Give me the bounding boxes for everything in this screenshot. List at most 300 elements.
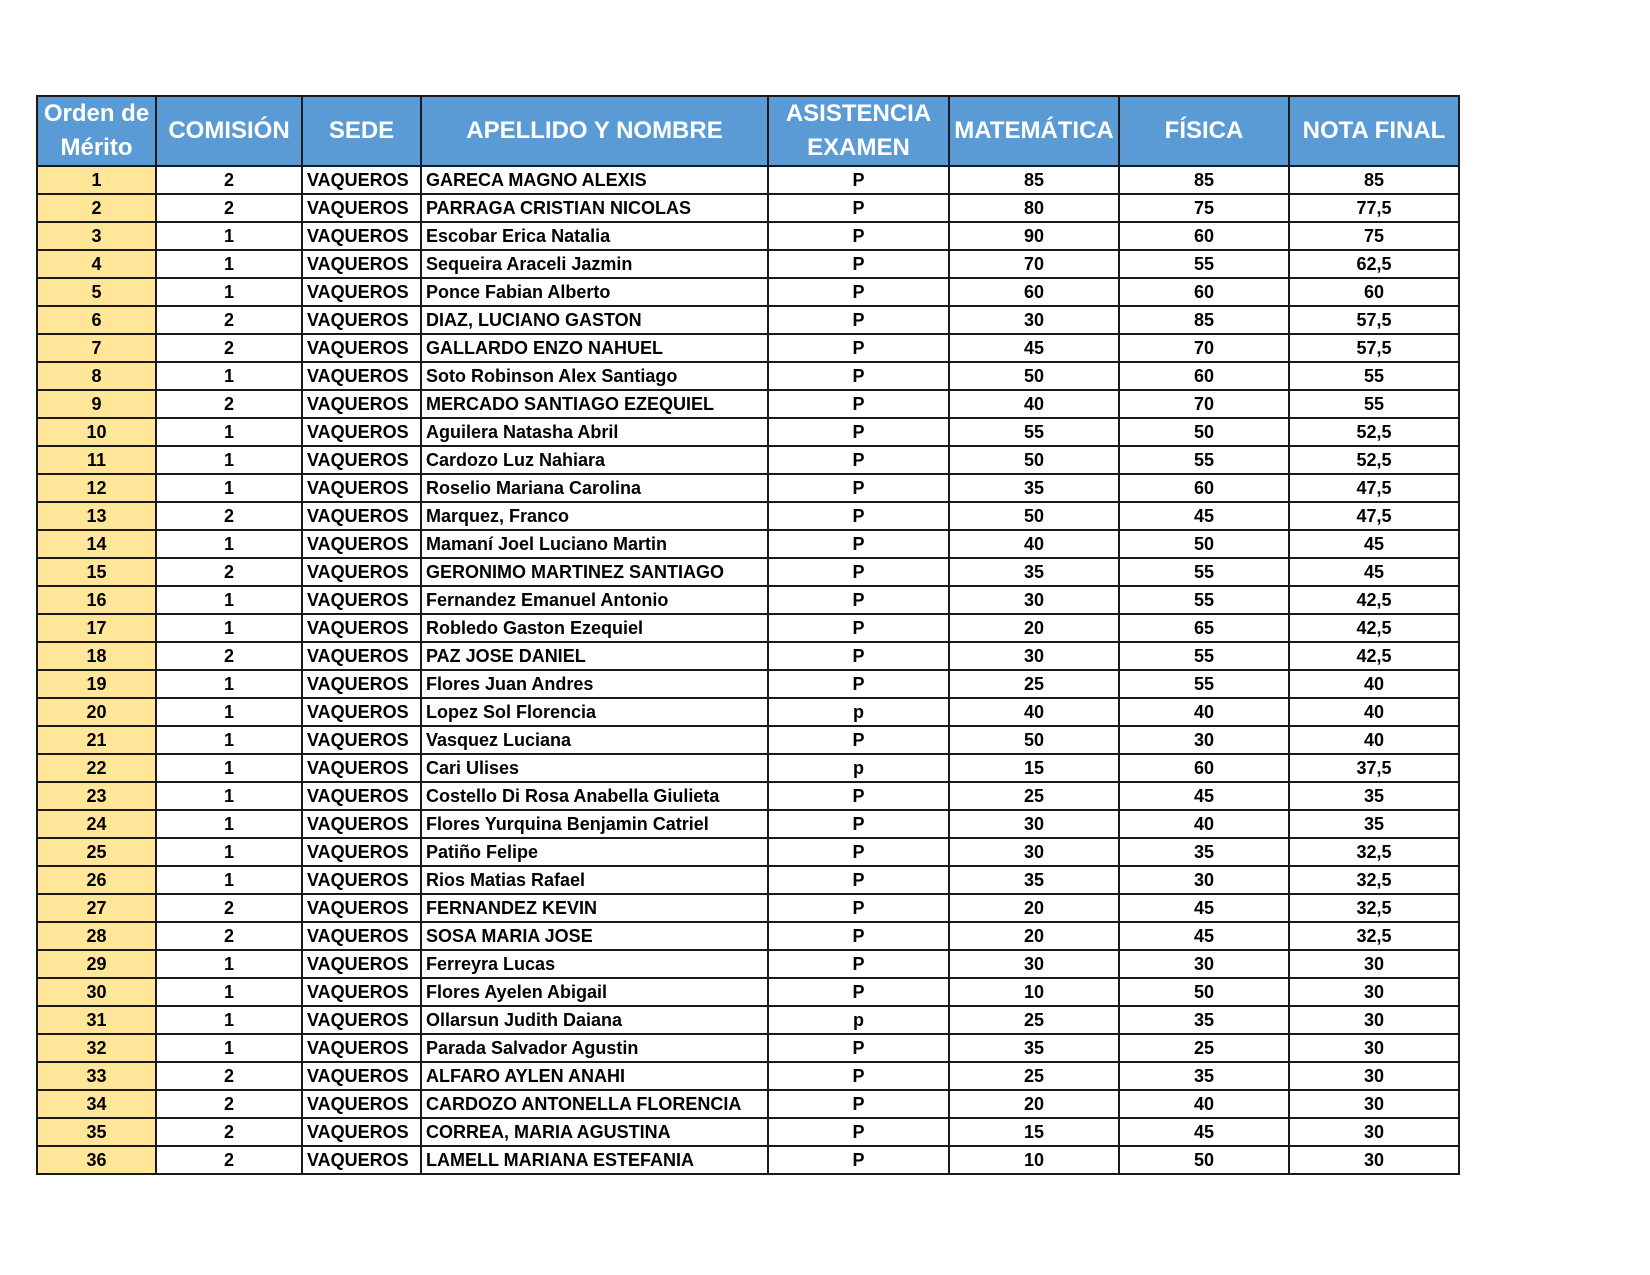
cell-sede: VAQUEROS xyxy=(302,670,421,698)
cell-matematica: 50 xyxy=(949,362,1119,390)
cell-fisica: 55 xyxy=(1119,250,1289,278)
cell-nombre: Ponce Fabian Alberto xyxy=(421,278,768,306)
cell-orden: 16 xyxy=(37,586,156,614)
cell-sede: VAQUEROS xyxy=(302,782,421,810)
table-row xyxy=(37,1146,1459,1174)
cell-sede: VAQUEROS xyxy=(302,754,421,782)
cell-orden: 3 xyxy=(37,222,156,250)
cell-nombre: GARECA MAGNO ALEXIS xyxy=(421,166,768,194)
cell-comision: 1 xyxy=(156,614,302,642)
cell-asistencia: P xyxy=(768,838,949,866)
cell-orden: 18 xyxy=(37,642,156,670)
cell-fisica: 30 xyxy=(1119,866,1289,894)
cell-asistencia: P xyxy=(768,1146,949,1174)
cell-sede: VAQUEROS xyxy=(302,1146,421,1174)
cell-fisica: 60 xyxy=(1119,754,1289,782)
cell-asistencia: P xyxy=(768,670,949,698)
table-row xyxy=(37,642,1459,670)
cell-nota-final: 42,5 xyxy=(1289,642,1459,670)
cell-nombre: Soto Robinson Alex Santiago xyxy=(421,362,768,390)
cell-sede: VAQUEROS xyxy=(302,278,421,306)
cell-asistencia: P xyxy=(768,894,949,922)
cell-fisica: 65 xyxy=(1119,614,1289,642)
cell-comision: 1 xyxy=(156,250,302,278)
cell-orden: 26 xyxy=(37,866,156,894)
cell-sede: VAQUEROS xyxy=(302,418,421,446)
cell-matematica: 40 xyxy=(949,390,1119,418)
cell-sede: VAQUEROS xyxy=(302,642,421,670)
cell-asistencia: p xyxy=(768,1006,949,1034)
cell-orden: 9 xyxy=(37,390,156,418)
cell-nombre: LAMELL MARIANA ESTEFANIA xyxy=(421,1146,768,1174)
cell-orden: 21 xyxy=(37,726,156,754)
header-orden-line2: Mérito xyxy=(60,134,133,161)
cell-matematica: 10 xyxy=(949,978,1119,1006)
cell-sede: VAQUEROS xyxy=(302,362,421,390)
cell-nombre: Patiño Felipe xyxy=(421,838,768,866)
cell-fisica: 60 xyxy=(1119,362,1289,390)
cell-orden: 30 xyxy=(37,978,156,1006)
cell-fisica: 50 xyxy=(1119,530,1289,558)
cell-fisica: 75 xyxy=(1119,194,1289,222)
cell-matematica: 20 xyxy=(949,894,1119,922)
cell-comision: 2 xyxy=(156,894,302,922)
table-row xyxy=(37,390,1459,418)
cell-nombre: PAZ JOSE DANIEL xyxy=(421,642,768,670)
cell-fisica: 35 xyxy=(1119,1006,1289,1034)
cell-nota-final: 30 xyxy=(1289,1006,1459,1034)
cell-comision: 1 xyxy=(156,362,302,390)
cell-asistencia: P xyxy=(768,614,949,642)
cell-orden: 36 xyxy=(37,1146,156,1174)
cell-fisica: 40 xyxy=(1119,810,1289,838)
cell-nombre: SOSA MARIA JOSE xyxy=(421,922,768,950)
cell-nota-final: 45 xyxy=(1289,530,1459,558)
cell-nombre: CARDOZO ANTONELLA FLORENCIA xyxy=(421,1090,768,1118)
cell-fisica: 55 xyxy=(1119,670,1289,698)
cell-asistencia: P xyxy=(768,1034,949,1062)
cell-nota-final: 52,5 xyxy=(1289,446,1459,474)
cell-comision: 1 xyxy=(156,418,302,446)
cell-nota-final: 30 xyxy=(1289,1146,1459,1174)
cell-comision: 1 xyxy=(156,446,302,474)
cell-asistencia: P xyxy=(768,782,949,810)
cell-matematica: 25 xyxy=(949,1006,1119,1034)
cell-comision: 2 xyxy=(156,166,302,194)
cell-asistencia: P xyxy=(768,446,949,474)
cell-nota-final: 62,5 xyxy=(1289,250,1459,278)
cell-sede: VAQUEROS xyxy=(302,698,421,726)
cell-sede: VAQUEROS xyxy=(302,950,421,978)
cell-asistencia: P xyxy=(768,362,949,390)
cell-matematica: 20 xyxy=(949,614,1119,642)
cell-asistencia: P xyxy=(768,194,949,222)
cell-nota-final: 60 xyxy=(1289,278,1459,306)
cell-matematica: 55 xyxy=(949,418,1119,446)
cell-nombre: Ollarsun Judith Daiana xyxy=(421,1006,768,1034)
cell-sede: VAQUEROS xyxy=(302,166,421,194)
cell-fisica: 85 xyxy=(1119,306,1289,334)
cell-sede: VAQUEROS xyxy=(302,250,421,278)
cell-matematica: 25 xyxy=(949,1062,1119,1090)
cell-sede: VAQUEROS xyxy=(302,838,421,866)
cell-asistencia: P xyxy=(768,978,949,1006)
cell-nombre: GALLARDO ENZO NAHUEL xyxy=(421,334,768,362)
cell-nombre: CORREA, MARIA AGUSTINA xyxy=(421,1118,768,1146)
cell-asistencia: P xyxy=(768,474,949,502)
header-comision: COMISIÓN xyxy=(156,96,302,166)
cell-nota-final: 55 xyxy=(1289,390,1459,418)
table-row xyxy=(37,194,1459,222)
cell-sede: VAQUEROS xyxy=(302,306,421,334)
cell-comision: 2 xyxy=(156,306,302,334)
table-row xyxy=(37,1118,1459,1146)
header-asistencia-line1: ASISTENCIA xyxy=(785,100,932,127)
cell-orden: 1 xyxy=(37,166,156,194)
cell-sede: VAQUEROS xyxy=(302,474,421,502)
cell-orden: 4 xyxy=(37,250,156,278)
cell-orden: 11 xyxy=(37,446,156,474)
cell-nombre: Marquez, Franco xyxy=(421,502,768,530)
cell-nota-final: 47,5 xyxy=(1289,474,1459,502)
cell-matematica: 80 xyxy=(949,194,1119,222)
header-matematica: MATEMÁTICA xyxy=(949,96,1119,166)
header-sede: SEDE xyxy=(302,96,421,166)
cell-asistencia: P xyxy=(768,922,949,950)
cell-sede: VAQUEROS xyxy=(302,390,421,418)
cell-orden: 15 xyxy=(37,558,156,586)
cell-comision: 1 xyxy=(156,726,302,754)
cell-orden: 2 xyxy=(37,194,156,222)
cell-nota-final: 77,5 xyxy=(1289,194,1459,222)
cell-matematica: 30 xyxy=(949,810,1119,838)
cell-matematica: 30 xyxy=(949,586,1119,614)
cell-comision: 2 xyxy=(156,390,302,418)
cell-comision: 1 xyxy=(156,1006,302,1034)
table-row xyxy=(37,922,1459,950)
cell-orden: 22 xyxy=(37,754,156,782)
cell-sede: VAQUEROS xyxy=(302,726,421,754)
cell-sede: VAQUEROS xyxy=(302,894,421,922)
table-row xyxy=(37,698,1459,726)
cell-fisica: 50 xyxy=(1119,418,1289,446)
cell-orden: 32 xyxy=(37,1034,156,1062)
cell-comision: 2 xyxy=(156,334,302,362)
cell-sede: VAQUEROS xyxy=(302,614,421,642)
cell-fisica: 40 xyxy=(1119,698,1289,726)
cell-comision: 1 xyxy=(156,754,302,782)
cell-orden: 8 xyxy=(37,362,156,390)
cell-orden: 12 xyxy=(37,474,156,502)
cell-asistencia: P xyxy=(768,866,949,894)
cell-nombre: Costello Di Rosa Anabella Giulieta xyxy=(421,782,768,810)
cell-matematica: 15 xyxy=(949,1118,1119,1146)
cell-sede: VAQUEROS xyxy=(302,1006,421,1034)
header-nombre: APELLIDO Y NOMBRE xyxy=(421,96,768,166)
cell-matematica: 35 xyxy=(949,558,1119,586)
cell-comision: 2 xyxy=(156,1146,302,1174)
cell-nota-final: 40 xyxy=(1289,698,1459,726)
cell-nombre: FERNANDEZ KEVIN xyxy=(421,894,768,922)
cell-nota-final: 35 xyxy=(1289,810,1459,838)
cell-nota-final: 40 xyxy=(1289,726,1459,754)
cell-nombre: Mamaní Joel Luciano Martin xyxy=(421,530,768,558)
table-row xyxy=(37,866,1459,894)
cell-orden: 31 xyxy=(37,1006,156,1034)
cell-comision: 1 xyxy=(156,586,302,614)
cell-asistencia: P xyxy=(768,502,949,530)
cell-sede: VAQUEROS xyxy=(302,446,421,474)
table-row xyxy=(37,446,1459,474)
cell-nota-final: 30 xyxy=(1289,950,1459,978)
table-row xyxy=(37,586,1459,614)
cell-orden: 23 xyxy=(37,782,156,810)
cell-orden: 5 xyxy=(37,278,156,306)
header-fisica: FÍSICA xyxy=(1119,96,1289,166)
table-row xyxy=(37,418,1459,446)
cell-comision: 2 xyxy=(156,1090,302,1118)
cell-fisica: 85 xyxy=(1119,166,1289,194)
header-asistencia xyxy=(768,96,949,166)
cell-sede: VAQUEROS xyxy=(302,1034,421,1062)
cell-asistencia: P xyxy=(768,558,949,586)
cell-comision: 2 xyxy=(156,922,302,950)
cell-nota-final: 85 xyxy=(1289,166,1459,194)
cell-nota-final: 57,5 xyxy=(1289,306,1459,334)
cell-nota-final: 37,5 xyxy=(1289,754,1459,782)
cell-asistencia: p xyxy=(768,754,949,782)
cell-sede: VAQUEROS xyxy=(302,1090,421,1118)
cell-matematica: 35 xyxy=(949,866,1119,894)
cell-matematica: 10 xyxy=(949,1146,1119,1174)
cell-nombre: Flores Juan Andres xyxy=(421,670,768,698)
cell-matematica: 35 xyxy=(949,1034,1119,1062)
table-row xyxy=(37,250,1459,278)
cell-nombre: GERONIMO MARTINEZ SANTIAGO xyxy=(421,558,768,586)
cell-orden: 33 xyxy=(37,1062,156,1090)
cell-nota-final: 40 xyxy=(1289,670,1459,698)
cell-nota-final: 45 xyxy=(1289,558,1459,586)
table-row xyxy=(37,474,1459,502)
cell-nota-final: 42,5 xyxy=(1289,614,1459,642)
table-row xyxy=(37,1006,1459,1034)
cell-orden: 14 xyxy=(37,530,156,558)
table-header xyxy=(37,96,1459,166)
table-row xyxy=(37,838,1459,866)
cell-nombre: Flores Yurquina Benjamin Catriel xyxy=(421,810,768,838)
cell-fisica: 45 xyxy=(1119,1118,1289,1146)
cell-matematica: 50 xyxy=(949,446,1119,474)
cell-matematica: 30 xyxy=(949,306,1119,334)
cell-nombre: Ferreyra Lucas xyxy=(421,950,768,978)
cell-nombre: Rios Matias Rafael xyxy=(421,866,768,894)
cell-nota-final: 75 xyxy=(1289,222,1459,250)
cell-fisica: 30 xyxy=(1119,950,1289,978)
cell-nota-final: 30 xyxy=(1289,1062,1459,1090)
cell-sede: VAQUEROS xyxy=(302,530,421,558)
cell-nombre: ALFARO AYLEN ANAHI xyxy=(421,1062,768,1090)
cell-orden: 17 xyxy=(37,614,156,642)
merit-table xyxy=(36,95,1460,1175)
cell-orden: 6 xyxy=(37,306,156,334)
cell-matematica: 20 xyxy=(949,1090,1119,1118)
cell-sede: VAQUEROS xyxy=(302,978,421,1006)
cell-matematica: 90 xyxy=(949,222,1119,250)
table-row xyxy=(37,754,1459,782)
header-orden-line1: Orden de xyxy=(43,100,150,127)
cell-matematica: 30 xyxy=(949,642,1119,670)
cell-nota-final: 52,5 xyxy=(1289,418,1459,446)
cell-comision: 1 xyxy=(156,782,302,810)
cell-comision: 1 xyxy=(156,810,302,838)
table-body xyxy=(37,166,1459,1174)
cell-nota-final: 30 xyxy=(1289,1090,1459,1118)
cell-fisica: 50 xyxy=(1119,978,1289,1006)
table-row xyxy=(37,810,1459,838)
cell-matematica: 60 xyxy=(949,278,1119,306)
table-row xyxy=(37,1062,1459,1090)
cell-nota-final: 35 xyxy=(1289,782,1459,810)
cell-comision: 2 xyxy=(156,1062,302,1090)
cell-asistencia: P xyxy=(768,642,949,670)
cell-nota-final: 42,5 xyxy=(1289,586,1459,614)
cell-sede: VAQUEROS xyxy=(302,866,421,894)
cell-asistencia: P xyxy=(768,166,949,194)
cell-matematica: 25 xyxy=(949,782,1119,810)
cell-matematica: 30 xyxy=(949,838,1119,866)
cell-nota-final: 47,5 xyxy=(1289,502,1459,530)
header-orden xyxy=(37,96,156,166)
cell-matematica: 85 xyxy=(949,166,1119,194)
cell-fisica: 45 xyxy=(1119,782,1289,810)
cell-sede: VAQUEROS xyxy=(302,810,421,838)
cell-orden: 28 xyxy=(37,922,156,950)
table-row xyxy=(37,278,1459,306)
cell-nombre: Sequeira Araceli Jazmin xyxy=(421,250,768,278)
cell-matematica: 45 xyxy=(949,334,1119,362)
cell-nombre: Lopez Sol Florencia xyxy=(421,698,768,726)
cell-comision: 2 xyxy=(156,502,302,530)
header-asistencia-line2: EXAMEN xyxy=(807,134,910,161)
cell-sede: VAQUEROS xyxy=(302,194,421,222)
cell-comision: 1 xyxy=(156,698,302,726)
header-nota-final: NOTA FINAL xyxy=(1289,96,1459,166)
cell-matematica: 20 xyxy=(949,922,1119,950)
cell-orden: 13 xyxy=(37,502,156,530)
cell-asistencia: P xyxy=(768,1090,949,1118)
cell-fisica: 55 xyxy=(1119,586,1289,614)
cell-fisica: 35 xyxy=(1119,838,1289,866)
cell-nombre: Roselio Mariana Carolina xyxy=(421,474,768,502)
cell-orden: 35 xyxy=(37,1118,156,1146)
cell-nombre: Cari Ulises xyxy=(421,754,768,782)
cell-matematica: 15 xyxy=(949,754,1119,782)
cell-sede: VAQUEROS xyxy=(302,922,421,950)
cell-nombre: Fernandez Emanuel Antonio xyxy=(421,586,768,614)
cell-nota-final: 32,5 xyxy=(1289,866,1459,894)
cell-fisica: 70 xyxy=(1119,334,1289,362)
cell-matematica: 50 xyxy=(949,502,1119,530)
cell-comision: 1 xyxy=(156,950,302,978)
table-row xyxy=(37,334,1459,362)
cell-sede: VAQUEROS xyxy=(302,558,421,586)
cell-nombre: Flores Ayelen Abigail xyxy=(421,978,768,1006)
cell-orden: 19 xyxy=(37,670,156,698)
cell-nombre: Vasquez Luciana xyxy=(421,726,768,754)
cell-comision: 2 xyxy=(156,558,302,586)
header-row xyxy=(37,96,1459,166)
cell-comision: 1 xyxy=(156,978,302,1006)
table-row xyxy=(37,782,1459,810)
cell-nombre: Parada Salvador Agustin xyxy=(421,1034,768,1062)
table-row xyxy=(37,306,1459,334)
cell-asistencia: P xyxy=(768,334,949,362)
cell-orden: 10 xyxy=(37,418,156,446)
cell-sede: VAQUEROS xyxy=(302,1118,421,1146)
table-row xyxy=(37,1090,1459,1118)
cell-nota-final: 32,5 xyxy=(1289,922,1459,950)
cell-fisica: 30 xyxy=(1119,726,1289,754)
cell-sede: VAQUEROS xyxy=(302,334,421,362)
cell-orden: 34 xyxy=(37,1090,156,1118)
cell-nombre: Aguilera Natasha Abril xyxy=(421,418,768,446)
cell-asistencia: P xyxy=(768,810,949,838)
cell-orden: 25 xyxy=(37,838,156,866)
cell-asistencia: P xyxy=(768,278,949,306)
cell-asistencia: P xyxy=(768,390,949,418)
cell-nombre: DIAZ, LUCIANO GASTON xyxy=(421,306,768,334)
cell-asistencia: P xyxy=(768,530,949,558)
table-row xyxy=(37,978,1459,1006)
cell-asistencia: P xyxy=(768,726,949,754)
cell-nota-final: 32,5 xyxy=(1289,838,1459,866)
cell-comision: 1 xyxy=(156,222,302,250)
cell-orden: 7 xyxy=(37,334,156,362)
table-row xyxy=(37,894,1459,922)
cell-asistencia: P xyxy=(768,1062,949,1090)
table-row xyxy=(37,950,1459,978)
cell-fisica: 45 xyxy=(1119,894,1289,922)
cell-nombre: Escobar Erica Natalia xyxy=(421,222,768,250)
cell-matematica: 40 xyxy=(949,530,1119,558)
cell-comision: 1 xyxy=(156,278,302,306)
cell-asistencia: P xyxy=(768,306,949,334)
cell-comision: 1 xyxy=(156,1034,302,1062)
table-row xyxy=(37,614,1459,642)
table-row xyxy=(37,726,1459,754)
cell-asistencia: P xyxy=(768,222,949,250)
table-row xyxy=(37,558,1459,586)
cell-sede: VAQUEROS xyxy=(302,502,421,530)
cell-comision: 1 xyxy=(156,474,302,502)
cell-nota-final: 30 xyxy=(1289,1118,1459,1146)
table-row xyxy=(37,166,1459,194)
cell-fisica: 50 xyxy=(1119,1146,1289,1174)
cell-comision: 1 xyxy=(156,670,302,698)
cell-fisica: 60 xyxy=(1119,474,1289,502)
cell-comision: 2 xyxy=(156,642,302,670)
cell-nombre: MERCADO SANTIAGO EZEQUIEL xyxy=(421,390,768,418)
cell-fisica: 40 xyxy=(1119,1090,1289,1118)
cell-asistencia: P xyxy=(768,586,949,614)
cell-asistencia: p xyxy=(768,698,949,726)
table-row xyxy=(37,1034,1459,1062)
cell-asistencia: P xyxy=(768,250,949,278)
cell-matematica: 40 xyxy=(949,698,1119,726)
cell-matematica: 35 xyxy=(949,474,1119,502)
cell-comision: 1 xyxy=(156,866,302,894)
cell-matematica: 70 xyxy=(949,250,1119,278)
